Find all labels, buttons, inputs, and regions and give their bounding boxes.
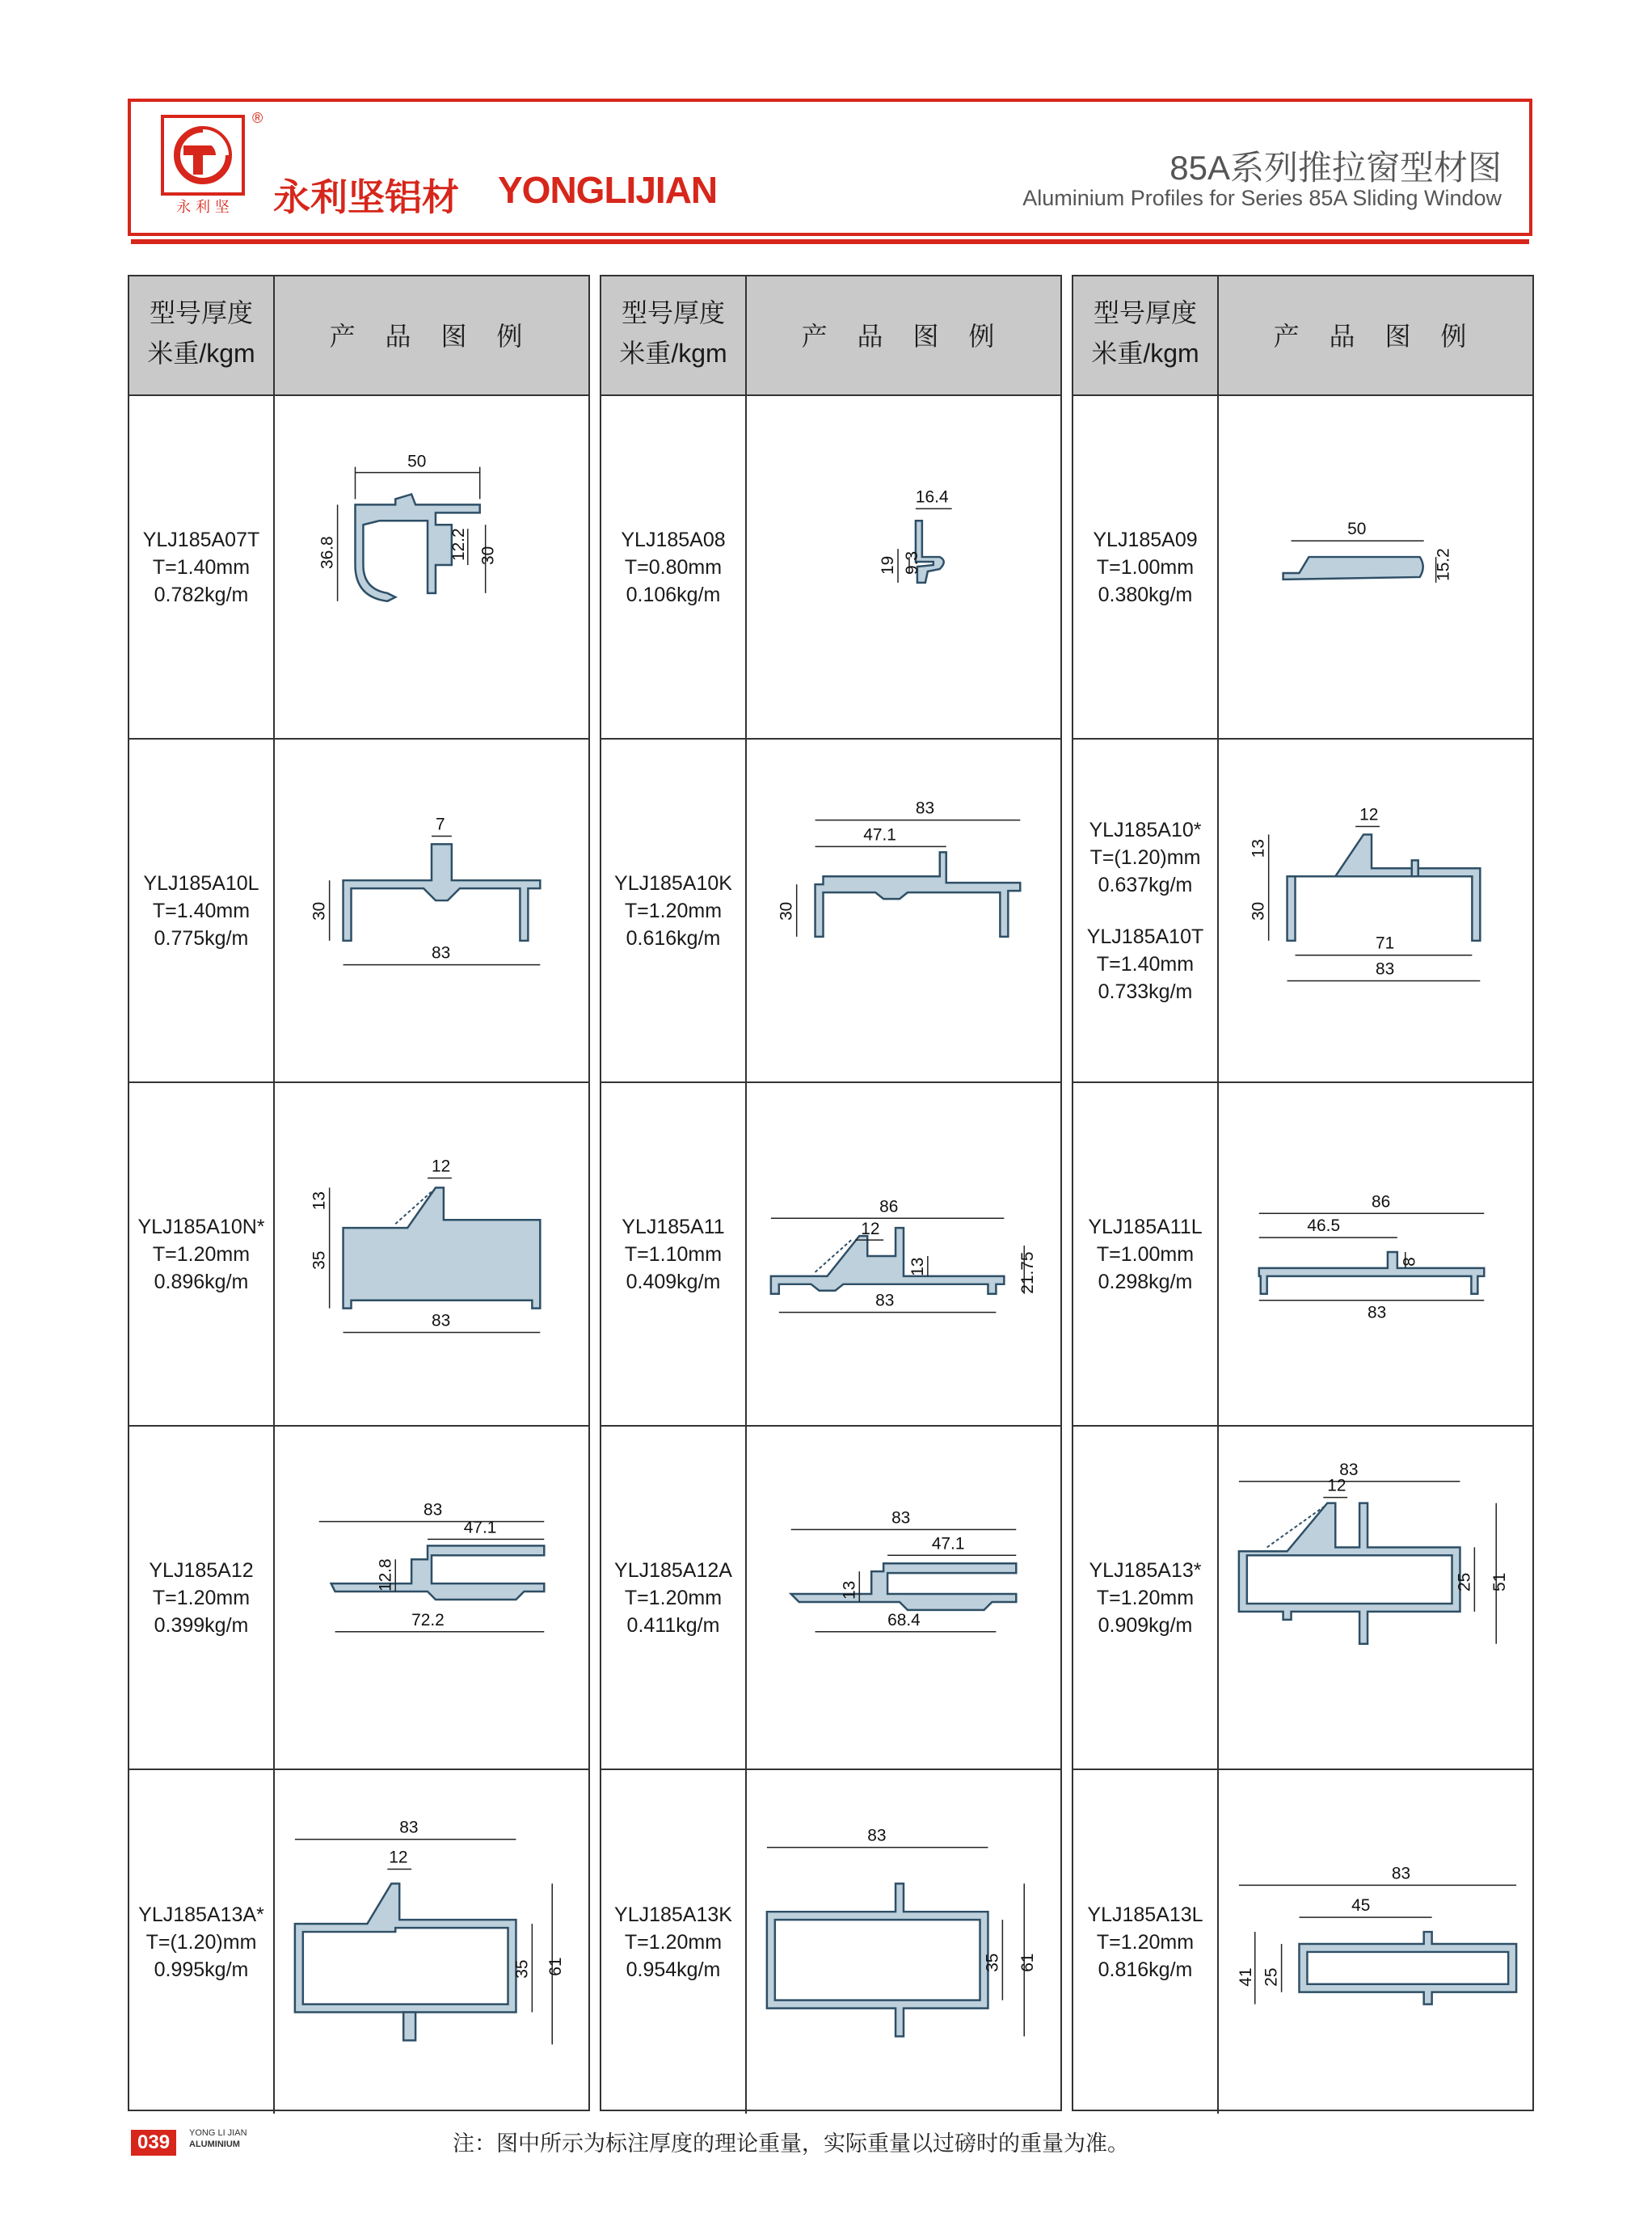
thickness: T=1.40mm	[152, 555, 251, 579]
profile-drawing	[275, 1427, 588, 1769]
model-code: YLJ185A09	[1093, 528, 1198, 551]
dim-label: 13	[1249, 839, 1268, 858]
dim-label: 35	[512, 1959, 532, 1979]
profile-drawing	[275, 1083, 588, 1425]
weight: 0.909kg/m	[1098, 1613, 1193, 1637]
thickness: T=1.20mm	[624, 899, 723, 922]
dim-label: 83	[915, 799, 935, 818]
profile-table-1	[128, 275, 590, 2111]
thickness: T=1.20mm	[1096, 1930, 1195, 1954]
dim-label: 83	[1368, 1303, 1387, 1322]
dim-label: 9.3	[902, 550, 921, 575]
dim-label: 86	[879, 1197, 899, 1216]
header-spec-line1: 型号厚度	[149, 298, 253, 327]
spec-group	[1089, 816, 1201, 899]
dim-label: 61	[546, 1957, 566, 1976]
header-spec	[601, 276, 747, 394]
table-row	[1073, 1427, 1532, 1770]
spec-cell	[601, 1770, 747, 2114]
dim-label: 21.75	[1018, 1251, 1038, 1294]
weight: 0.733kg/m	[1098, 980, 1193, 1003]
table-row	[129, 1083, 588, 1427]
weight: 0.816kg/m	[1098, 1958, 1193, 1981]
thickness: T=1.00mm	[1096, 555, 1195, 579]
spec-cell	[1073, 1427, 1219, 1769]
table-header	[129, 276, 588, 396]
weight: 0.409kg/m	[626, 1270, 721, 1293]
table-row	[601, 396, 1060, 740]
table-row	[1073, 1083, 1532, 1427]
dim-label: 19	[879, 555, 898, 575]
weight: 0.616kg/m	[626, 926, 721, 950]
profile-drawing	[1219, 396, 1532, 738]
dim-label: 50	[1347, 520, 1367, 539]
weight: 0.995kg/m	[154, 1958, 249, 1981]
profile-drawing	[1219, 1427, 1532, 1769]
dim-label: 46.5	[1307, 1216, 1341, 1236]
dim-label: 12	[389, 1848, 408, 1867]
thickness: T=1.20mm	[624, 1586, 723, 1609]
spec-cell	[1073, 1770, 1219, 2114]
weight: 0.411kg/m	[626, 1613, 720, 1637]
profile-table-3	[1072, 275, 1534, 2111]
weight: 0.380kg/m	[1098, 583, 1193, 606]
profile-drawing	[747, 1083, 1060, 1425]
model-code: YLJ185A12A	[614, 1558, 732, 1582]
table-row	[1073, 1770, 1532, 2114]
header-spec	[1073, 276, 1219, 394]
table-row	[129, 1770, 588, 2114]
profile-diagram	[747, 1427, 1060, 1769]
thickness: T=1.00mm	[1096, 1242, 1195, 1266]
dim-label: 25	[1455, 1572, 1474, 1592]
header-figure: 产 品 图 例	[1273, 322, 1478, 351]
model-code: YLJ185A07T	[142, 528, 260, 551]
profile-diagram	[275, 740, 588, 1081]
table-row	[601, 740, 1060, 1083]
dim-label: 13	[840, 1580, 859, 1600]
dim-label: 12	[861, 1220, 880, 1239]
dim-label: 12	[432, 1157, 451, 1176]
table-row	[601, 1427, 1060, 1770]
dim-label: 83	[424, 1500, 443, 1520]
dim-label: 47.1	[463, 1518, 497, 1537]
profile-drawing	[1219, 740, 1532, 1081]
spec-cell	[1073, 396, 1219, 738]
header-spec	[129, 276, 275, 394]
dim-label: 51	[1490, 1572, 1510, 1592]
model-code: YLJ185A10L	[143, 871, 259, 895]
profile-drawing	[275, 396, 588, 738]
thickness: T=1.20mm	[624, 1930, 723, 1954]
thickness: T=1.40mm	[152, 899, 251, 922]
model-code: YLJ185A08	[621, 528, 726, 551]
weight: 0.298kg/m	[1098, 1270, 1193, 1293]
dim-label: 47.1	[863, 825, 896, 845]
dim-label: 25	[1262, 1967, 1281, 1987]
dim-label: 41	[1236, 1967, 1255, 1987]
dim-label: 83	[891, 1508, 911, 1528]
profile-diagram	[1219, 1083, 1532, 1425]
model-code: YLJ185A10T	[1086, 925, 1204, 948]
profile-drawing	[275, 740, 588, 1081]
profile-drawing	[747, 1427, 1060, 1769]
spec-cell	[129, 1427, 275, 1769]
profile-drawing	[747, 740, 1060, 1081]
model-code: YLJ185A13*	[1089, 1558, 1202, 1582]
profile-diagram	[747, 740, 1060, 1081]
spec-cell	[129, 1083, 275, 1425]
spec-cell	[129, 740, 275, 1081]
dim-label: 47.1	[931, 1534, 965, 1554]
profile-table-2	[600, 275, 1062, 2111]
profile-diagram	[275, 1770, 588, 2114]
dim-label: 83	[875, 1291, 895, 1310]
thickness: T=1.20mm	[1096, 1586, 1195, 1609]
registered-mark: ®	[252, 110, 263, 126]
dim-label: 13	[310, 1191, 329, 1211]
dim-label: 30	[310, 901, 329, 921]
spec-cell	[1073, 740, 1219, 1081]
page-title-en: Aluminium Profiles for Series 85A Sliding Window	[1022, 186, 1502, 210]
dim-label: 72.2	[411, 1610, 445, 1629]
thickness: T=0.80mm	[624, 555, 723, 579]
profile-diagram	[1219, 1770, 1532, 2114]
dim-label: 12.2	[449, 528, 468, 562]
header-figure: 产 品 图 例	[329, 322, 534, 351]
footer-brand-line2: ALUMINIUM	[189, 2140, 240, 2149]
table-row	[129, 396, 588, 740]
dim-label: 30	[777, 901, 796, 921]
header-spec-line1: 型号厚度	[621, 298, 725, 327]
dim-label: 12	[1327, 1476, 1346, 1495]
footer-brand	[189, 2127, 247, 2150]
header-spec-line2: 米重/kgm	[147, 339, 255, 368]
dim-label: 36.8	[318, 536, 337, 569]
dim-label: 50	[407, 452, 427, 471]
weight: 0.954kg/m	[626, 1958, 721, 1981]
table-row	[601, 1770, 1060, 2114]
profile-diagram	[747, 1770, 1060, 2114]
logo	[159, 113, 248, 218]
table-row	[601, 1083, 1060, 1427]
thickness: T=1.20mm	[152, 1242, 251, 1266]
table-header	[601, 276, 1060, 396]
weight: 0.399kg/m	[154, 1613, 249, 1637]
model-code: YLJ185A11L	[1088, 1215, 1203, 1238]
dim-label: 61	[1018, 1953, 1038, 1972]
profile-diagram	[275, 1083, 588, 1425]
profile-diagram	[747, 1083, 1060, 1425]
spec-cell	[129, 396, 275, 738]
dim-label: 45	[1351, 1896, 1371, 1916]
profile-drawing	[747, 396, 1060, 738]
weight: 0.106kg/m	[626, 583, 721, 606]
thickness: T=1.40mm	[1096, 952, 1195, 976]
dim-label: 12	[1359, 805, 1379, 824]
table-header	[1073, 276, 1532, 396]
weight: 0.775kg/m	[154, 926, 249, 950]
header-figure: 产 品 图 例	[801, 322, 1006, 351]
profile-drawing	[275, 1770, 588, 2114]
weight: 0.637kg/m	[1098, 873, 1193, 896]
dim-label: 83	[867, 1826, 887, 1845]
logo-caption: 永 利 坚	[176, 199, 230, 216]
thickness: T=(1.20)mm	[1089, 845, 1201, 869]
spec-cell	[601, 1083, 747, 1425]
dim-label: 68.4	[887, 1610, 921, 1629]
profile-drawing	[1219, 1083, 1532, 1425]
header-spec-line2: 米重/kgm	[1091, 339, 1199, 368]
dim-label: 83	[432, 943, 451, 963]
table-row	[1073, 396, 1532, 740]
model-code: YLJ185A10*	[1089, 818, 1202, 841]
profile-diagram	[1219, 396, 1532, 738]
header-spec-line1: 型号厚度	[1093, 298, 1197, 327]
spec-cell	[1073, 1083, 1219, 1425]
weight: 0.896kg/m	[154, 1270, 249, 1293]
dim-label: 83	[399, 1818, 419, 1837]
profile-diagram	[1219, 1427, 1532, 1769]
page-title-cn: 85A系列推拉窗型材图	[1169, 149, 1502, 187]
logo-icon	[159, 113, 248, 218]
spec-group	[1087, 923, 1204, 1005]
table-row	[129, 740, 588, 1083]
spec-cell	[601, 1427, 747, 1769]
model-code: YLJ185A13K	[614, 1903, 732, 1926]
profile-diagram	[275, 1427, 588, 1769]
spec-cell	[601, 740, 747, 1081]
dim-label: 13	[908, 1257, 927, 1276]
dim-label: 35	[310, 1250, 329, 1270]
dim-label: 8	[1400, 1257, 1419, 1267]
dim-label: 30	[1249, 901, 1268, 921]
profile-diagram	[1219, 740, 1532, 1081]
dim-label: 71	[1376, 934, 1395, 953]
dim-label: 16.4	[915, 487, 949, 507]
dim-label: 86	[1372, 1192, 1391, 1212]
header-spec-line2: 米重/kgm	[619, 339, 727, 368]
profile-drawing	[1219, 1770, 1532, 2114]
brand-name-cn: 永利坚铝材	[273, 176, 459, 218]
page-number: 039	[131, 2130, 176, 2156]
table-row	[1073, 740, 1532, 1083]
dim-label: 7	[435, 815, 445, 834]
table-row	[129, 1427, 588, 1770]
profile-diagram	[747, 396, 1060, 738]
footer-brand-line1: YONG LI JIAN	[189, 2128, 247, 2138]
spec-cell	[601, 396, 747, 738]
dim-label: 83	[1391, 1864, 1411, 1883]
model-code: YLJ185A12	[149, 1558, 254, 1582]
footnote: 注：图中所示为标注厚度的理论重量，实际重量以过磅时的重量为准。	[453, 2131, 1129, 2156]
model-code: YLJ185A10N*	[137, 1215, 265, 1238]
dim-label: 83	[432, 1311, 451, 1330]
spec-cell	[129, 1770, 275, 2114]
dim-label: 35	[983, 1953, 1002, 1972]
dim-label: 12.8	[376, 1558, 395, 1592]
weight: 0.782kg/m	[154, 583, 249, 606]
model-code: YLJ185A13A*	[138, 1903, 264, 1926]
dim-label: 83	[1339, 1460, 1359, 1479]
thickness: T=(1.20)mm	[145, 1930, 257, 1954]
thickness: T=1.10mm	[624, 1242, 723, 1266]
dim-label: 30	[478, 546, 498, 566]
thickness: T=1.20mm	[152, 1586, 251, 1609]
model-code: YLJ185A13L	[1087, 1903, 1203, 1926]
brand-name-en: YONGLIJIAN	[498, 169, 718, 211]
profile-diagram	[275, 396, 588, 738]
profile-drawing	[747, 1770, 1060, 2114]
dim-label: 15.2	[1434, 548, 1453, 581]
dim-label: 83	[1376, 959, 1395, 979]
model-code: YLJ185A11	[622, 1215, 725, 1238]
model-code: YLJ185A10K	[614, 871, 732, 895]
